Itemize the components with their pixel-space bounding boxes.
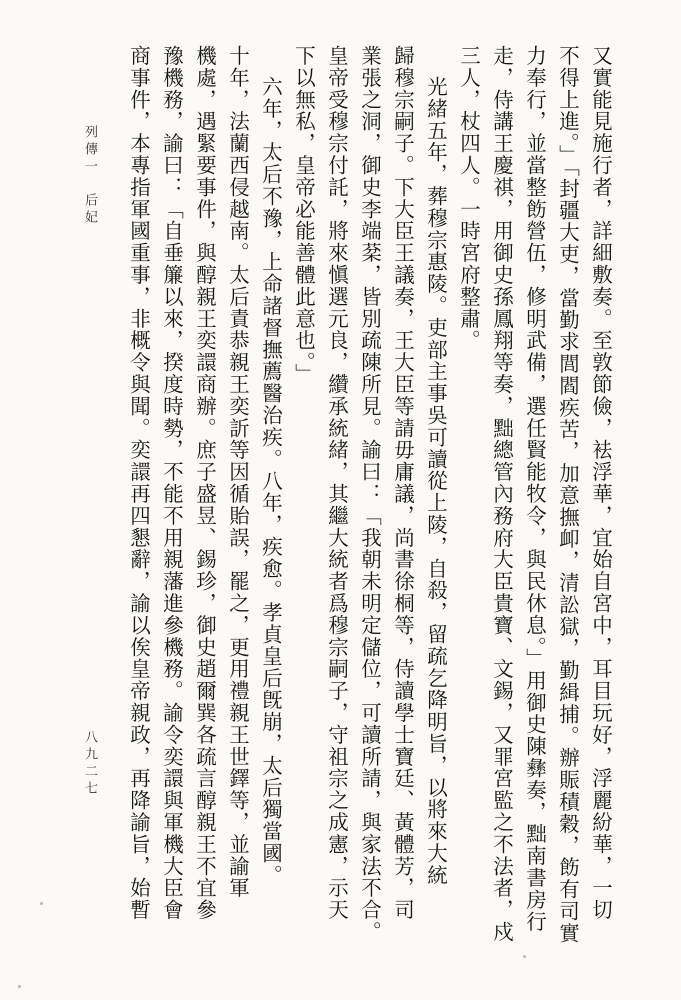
- text-column-11: 六年，太后不豫，上命諸督撫薦醫治疾。八年，疾愈。孝貞皇后旣崩，太后獨當國。: [258, 76, 283, 887]
- text-column-1: 又實能見施行者，詳細敷奏。至敦節儉，袪浮華，宜始自宮中，耳目玩好，浮麗紛華，一切: [588, 45, 613, 921]
- text-column-14: 豫機務，諭曰：「自垂簾以來，揆度時勢，不能不用親藩進參機務。諭令奕譞與軍機大臣會: [159, 45, 184, 921]
- paper-speck: [18, 985, 21, 988]
- text-column-6: 光緒五年，葬穆宗惠陵。吏部主事吳可讀從上陵，自殺，留疏乞降明旨，以將來大統: [423, 76, 448, 887]
- text-column-12: 十年，法蘭西侵越南。太后責恭親王奕訢等因循貽誤，罷之，更用禮親王世鐸等，並諭軍: [225, 45, 250, 900]
- text-column-5: 三人，杖四人。一時宮府整肅。: [456, 45, 481, 352]
- text-column-4: 走，侍講王慶祺，用御史孫鳳翔等奏，黜總管內務府大臣貴寶、文錫，又罪宮監之不法者，戍: [489, 45, 514, 943]
- paper-speck: [40, 902, 43, 905]
- text-column-15: 商事件，本專指軍國重事，非概令與聞。奕譞再四懇辭，諭以俟皇帝親政，再降諭旨，始暫: [126, 45, 151, 921]
- text-column-2: 不得上進。」「封疆大吏，當勤求閭閻疾苦，加意撫卹，清訟獄，勤緝捕。辦賑積穀，飭有司實: [555, 45, 580, 945]
- text-column-7: 歸穆宗嗣子。下大臣王議奏，王大臣等請毋庸議，尚書徐桐等，侍讀學士寶廷、黃體芳，司: [390, 45, 415, 921]
- text-column-3: 力奉行，並當整飭營伍，修明武備，選任賢能牧令，與民休息。」用御史陳彝奏，黜南書房行: [522, 45, 547, 933]
- page-number: 八九二七: [82, 730, 97, 798]
- section-label: 列傳一 后妃: [82, 125, 97, 227]
- paper-speck: [523, 955, 526, 958]
- text-column-8: 業張之洞，御史李端棻，皆別疏陳所見。諭曰：「我朝未明定儲位，可讀所請，與家法不合。: [357, 45, 382, 943]
- text-column-9: 皇帝受穆宗付託，將來愼選元良，纘承統緒，其繼大統者爲穆宗嗣子，守祖宗之成憲，示天: [324, 45, 349, 921]
- text-column-13: 機處，遇緊要事件，與醇親王奕譞商辦。庶子盛昱、錫珍，御史趙爾巽各疏言醇親王不宜參: [192, 45, 217, 921]
- text-column-10: 下以無私，皇帝必能善體此意也。」: [291, 45, 316, 386]
